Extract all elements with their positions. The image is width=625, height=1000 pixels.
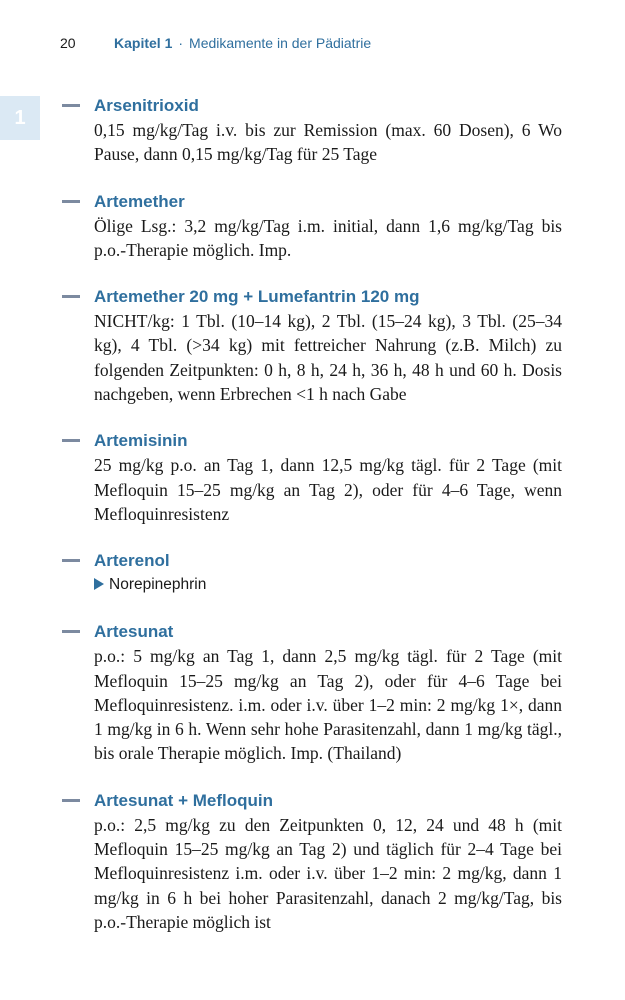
drug-name: Artemether [94, 191, 185, 211]
chapter-separator: · [178, 35, 184, 51]
drug-entry-artesunat-mefloquin [62, 789, 562, 934]
drug-entry-artemether-lumefantrin [62, 285, 562, 406]
drug-name: Artemether 20 mg + Lumefantrin 120 mg [94, 287, 420, 307]
arrow-right-icon [94, 578, 104, 590]
dash-icon [62, 439, 80, 442]
drug-entry-artemisinin [62, 429, 562, 526]
dosage-text: NICHT/kg: 1 Tbl. (10–14 kg), 2 Tbl. (15–24 kg), 3 Tbl. (25–34 kg), 4 Tbl. (>34 kg) mit fettreicher Nahrung (z.B. Milch) zu folgenden Zeitpunkten: 0 h, 8 h, 24 h, 36 h, 48 h und 60 h. Dosis nachgeben, wenn Erbrechen <1 h nach Gabe [94, 311, 562, 405]
dosage-text: 0,15 mg/kg/Tag i.v. bis zur Remission (max. 60 Dosen), 6 Wo Pause, dann 0,15 mg/kg/Tag für 25 Tage [94, 120, 562, 165]
dash-icon [62, 200, 80, 203]
cross-reference[interactable] [94, 573, 562, 597]
drug-name: Arsenitrioxid [94, 96, 199, 115]
chapter-tab-number: 1 [14, 107, 26, 129]
dash-icon [62, 104, 80, 107]
drug-entry-arterenol [62, 549, 562, 597]
dosage-text: 25 mg/kg p.o. an Tag 1, dann 12,5 mg/kg tägl. für 2 Tage (mit Mefloquin 15–25 mg/kg an Tag 2), oder für 4–6 Tage, wenn Mefloquinresistenz [94, 455, 562, 524]
chapter-title: Medikamente in der Pädiatrie [189, 35, 372, 51]
running-header [60, 33, 595, 53]
drug-entry-artesunat [62, 620, 562, 765]
drug-entry-arsenitrioxid [62, 94, 562, 167]
dash-icon [62, 799, 80, 802]
dosage-text: p.o.: 2,5 mg/kg zu den Zeitpunkten 0, 12, 24 und 48 h (mit Mefloquin 15–25 mg/kg an Tag 2) und täglich für 2–4 Tage bei Mefloquinresistenz i.m. oder i.v. über 1–2 min: 2 mg/kg, dann 1 mg/kg in 6 h bei hoher Parasitenzahl, danach 2 mg/kg/Tag, bis p.o.-Therapie möglich ist [94, 814, 562, 932]
chapter-side-tab [0, 96, 40, 140]
drug-entry-list [62, 94, 562, 957]
dash-icon [62, 630, 80, 633]
drug-name: Arterenol [94, 551, 170, 571]
drug-name: Artesunat [94, 622, 174, 642]
cross-reference-link[interactable]: Norepinephrin [109, 576, 207, 594]
dosage-text: p.o.: 5 mg/kg an Tag 1, dann 2,5 mg/kg tägl. für 2 Tage (mit Mefloquin 15–25 mg/kg an Tag 2), oder für 4–6 Tage bei Mefloquinresistenz. i.m. oder i.v. über 1–2 min: 2 mg/kg 1×, dann 1 mg/kg in 6 h. Wenn sehr hohe Parasitenzahl, dann 1 mg/kg tägl., bis orale Therapie möglich. Imp. (Thailand) [94, 646, 562, 764]
drug-entry-artemether [62, 190, 562, 263]
chapter-label: Kapitel 1 [114, 35, 173, 51]
drug-name: Artemisinin [94, 431, 188, 451]
dash-icon [62, 559, 80, 562]
dash-icon [62, 295, 80, 298]
page-number: 20 [60, 35, 76, 51]
dosage-text: Ölige Lsg.: 3,2 mg/kg/Tag i.m. initial, dann 1,6 mg/kg/Tag bis p.o.-Therapie möglich. Imp. [94, 215, 562, 260]
drug-name: Artesunat + Mefloquin [94, 790, 273, 810]
